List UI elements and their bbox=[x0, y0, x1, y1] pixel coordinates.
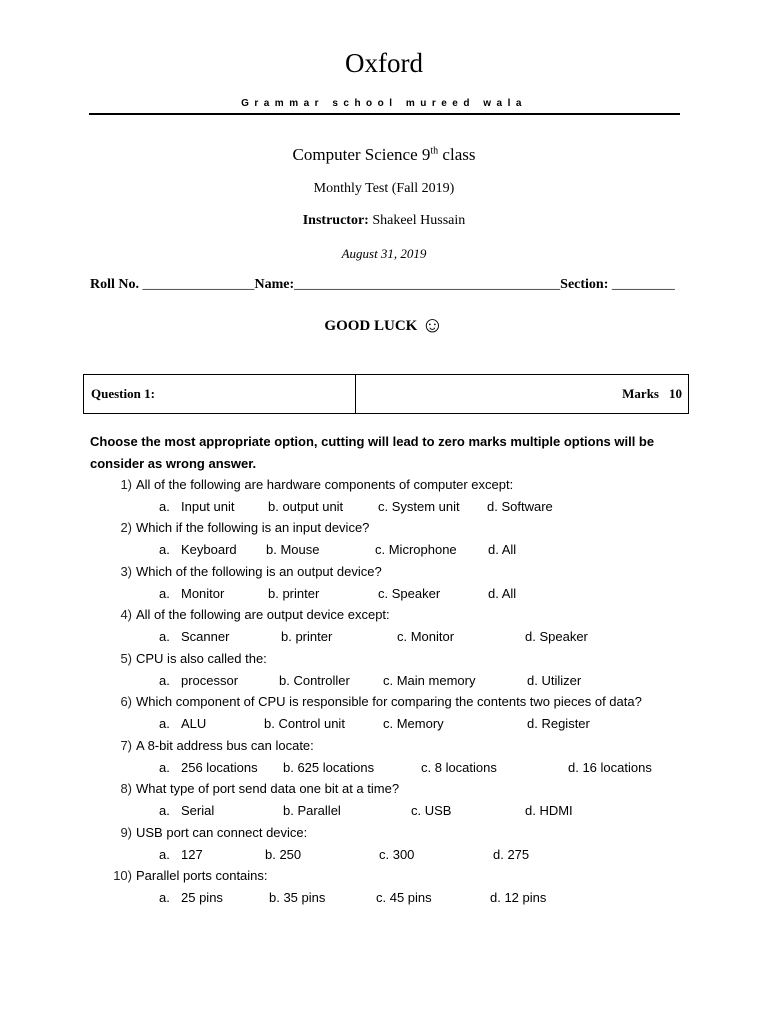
instructions: Choose the most appropriate option, cutting will lead to zero marks multiple options will be consider as wrong answer. bbox=[90, 434, 655, 471]
option-text: c. Memory bbox=[383, 716, 444, 731]
instructor-label: Instructor: bbox=[302, 213, 369, 228]
option-text: Scanner bbox=[181, 629, 230, 644]
option-text: 127 bbox=[181, 847, 203, 862]
marks-value: 10 bbox=[669, 386, 682, 401]
option-text: d. All bbox=[488, 586, 517, 601]
question-text: Which if the following is an input device? bbox=[136, 520, 370, 535]
question-number: 4) bbox=[120, 607, 132, 622]
instructor-line bbox=[0, 213, 768, 229]
option-text: b. printer bbox=[268, 586, 320, 601]
option-text: b. Parallel bbox=[283, 803, 341, 818]
option-text: b. Control unit bbox=[264, 716, 345, 731]
option-text: d. HDMI bbox=[525, 803, 573, 818]
section-blank: _________ bbox=[611, 277, 675, 292]
option-text: d. Utilizer bbox=[527, 673, 582, 688]
school-name: Oxford bbox=[345, 48, 423, 78]
course-title bbox=[0, 145, 768, 165]
student-info-line bbox=[90, 277, 675, 293]
option-text: b. 35 pins bbox=[269, 890, 326, 905]
option-marker: a. bbox=[159, 760, 170, 775]
question-number: 10) bbox=[113, 868, 132, 883]
option-text: c. Microphone bbox=[375, 542, 457, 557]
section-label: Section: bbox=[560, 277, 609, 292]
option-marker: a. bbox=[159, 803, 170, 818]
question-text: CPU is also called the: bbox=[136, 651, 267, 666]
question-number: 5) bbox=[120, 651, 132, 666]
question-text: All of the following are hardware components of computer except: bbox=[136, 477, 514, 492]
option-text: Input unit bbox=[181, 499, 235, 514]
option-marker: a. bbox=[159, 629, 170, 644]
question-text: A 8-bit address bus can locate: bbox=[136, 738, 314, 753]
question-text: USB port can connect device: bbox=[136, 825, 308, 840]
option-text: Monitor bbox=[181, 586, 225, 601]
instructor-name: Shakeel Hussain bbox=[372, 213, 466, 228]
roll-label: Roll No. bbox=[90, 277, 139, 292]
option-text: c. Monitor bbox=[397, 629, 455, 644]
name-label: Name: bbox=[254, 277, 295, 292]
option-text: c. 45 pins bbox=[376, 890, 432, 905]
option-marker: a. bbox=[159, 673, 170, 688]
option-text: c. Main memory bbox=[383, 673, 476, 688]
option-marker: a. bbox=[159, 847, 170, 862]
course-title-text: Computer Science 9 bbox=[292, 145, 431, 164]
option-text: 25 pins bbox=[181, 890, 223, 905]
option-text: d. Speaker bbox=[525, 629, 588, 644]
question-text: Which of the following is an output device? bbox=[136, 564, 382, 579]
option-text: b. output unit bbox=[268, 499, 344, 514]
test-name: Monthly Test (Fall 2019) bbox=[313, 181, 455, 196]
question-number: 2) bbox=[120, 520, 132, 535]
question-text: Parallel ports contains: bbox=[136, 868, 268, 883]
option-marker: a. bbox=[159, 890, 170, 905]
course-title-suffix: class bbox=[438, 145, 476, 164]
option-text: c. System unit bbox=[378, 499, 460, 514]
option-marker: a. bbox=[159, 716, 170, 731]
question-label: Question 1: bbox=[84, 375, 356, 413]
question-header-table bbox=[83, 374, 689, 414]
question-number: 9) bbox=[120, 825, 132, 840]
option-text: b. printer bbox=[281, 629, 333, 644]
good-luck-text: GOOD LUCK bbox=[324, 318, 418, 334]
question-text: Which component of CPU is responsible for comparing the contents two pieces of data? bbox=[136, 694, 642, 709]
option-text: d. 16 locations bbox=[568, 760, 652, 775]
question-number: 1) bbox=[120, 477, 132, 492]
marks-cell bbox=[356, 375, 688, 413]
question-text: All of the following are output device except: bbox=[136, 607, 390, 622]
name-blank: ______________________________________ bbox=[294, 277, 561, 292]
option-text: b. Controller bbox=[279, 673, 350, 688]
option-text: b. 250 bbox=[265, 847, 302, 862]
option-text: d. Software bbox=[487, 499, 553, 514]
test-date: August 31, 2019 bbox=[341, 246, 427, 261]
option-text: Serial bbox=[181, 803, 215, 818]
question-text: What type of port send data one bit at a time? bbox=[136, 781, 400, 796]
marks-label: Marks bbox=[622, 386, 659, 401]
option-text: d. 12 pins bbox=[490, 890, 547, 905]
option-marker: a. bbox=[159, 586, 170, 601]
smiley-icon: ☺ bbox=[421, 312, 444, 337]
question-number: 6) bbox=[120, 694, 132, 709]
question-number: 8) bbox=[120, 781, 132, 796]
option-text: 256 locations bbox=[181, 760, 258, 775]
option-text: b. Mouse bbox=[266, 542, 320, 557]
roll-blank: ________________ bbox=[142, 277, 255, 292]
option-text: processor bbox=[181, 673, 239, 688]
header-divider bbox=[89, 113, 680, 115]
option-text: ALU bbox=[181, 716, 207, 731]
option-text: c. 300 bbox=[379, 847, 415, 862]
course-title-superscript: th bbox=[430, 145, 439, 157]
option-text: d. All bbox=[488, 542, 517, 557]
good-luck bbox=[0, 312, 768, 338]
school-subtitle: Grammar school mureed wala bbox=[241, 98, 527, 109]
question-number: 7) bbox=[120, 738, 132, 753]
option-text: c. 8 locations bbox=[421, 760, 497, 775]
option-text: b. 625 locations bbox=[283, 760, 375, 775]
option-marker: a. bbox=[159, 499, 170, 514]
question-number: 3) bbox=[120, 564, 132, 579]
option-text: d. Register bbox=[527, 716, 590, 731]
option-text: c. Speaker bbox=[378, 586, 441, 601]
option-text: c. USB bbox=[411, 803, 452, 818]
option-text: d. 275 bbox=[493, 847, 530, 862]
option-text: Keyboard bbox=[181, 542, 237, 557]
option-marker: a. bbox=[159, 542, 170, 557]
